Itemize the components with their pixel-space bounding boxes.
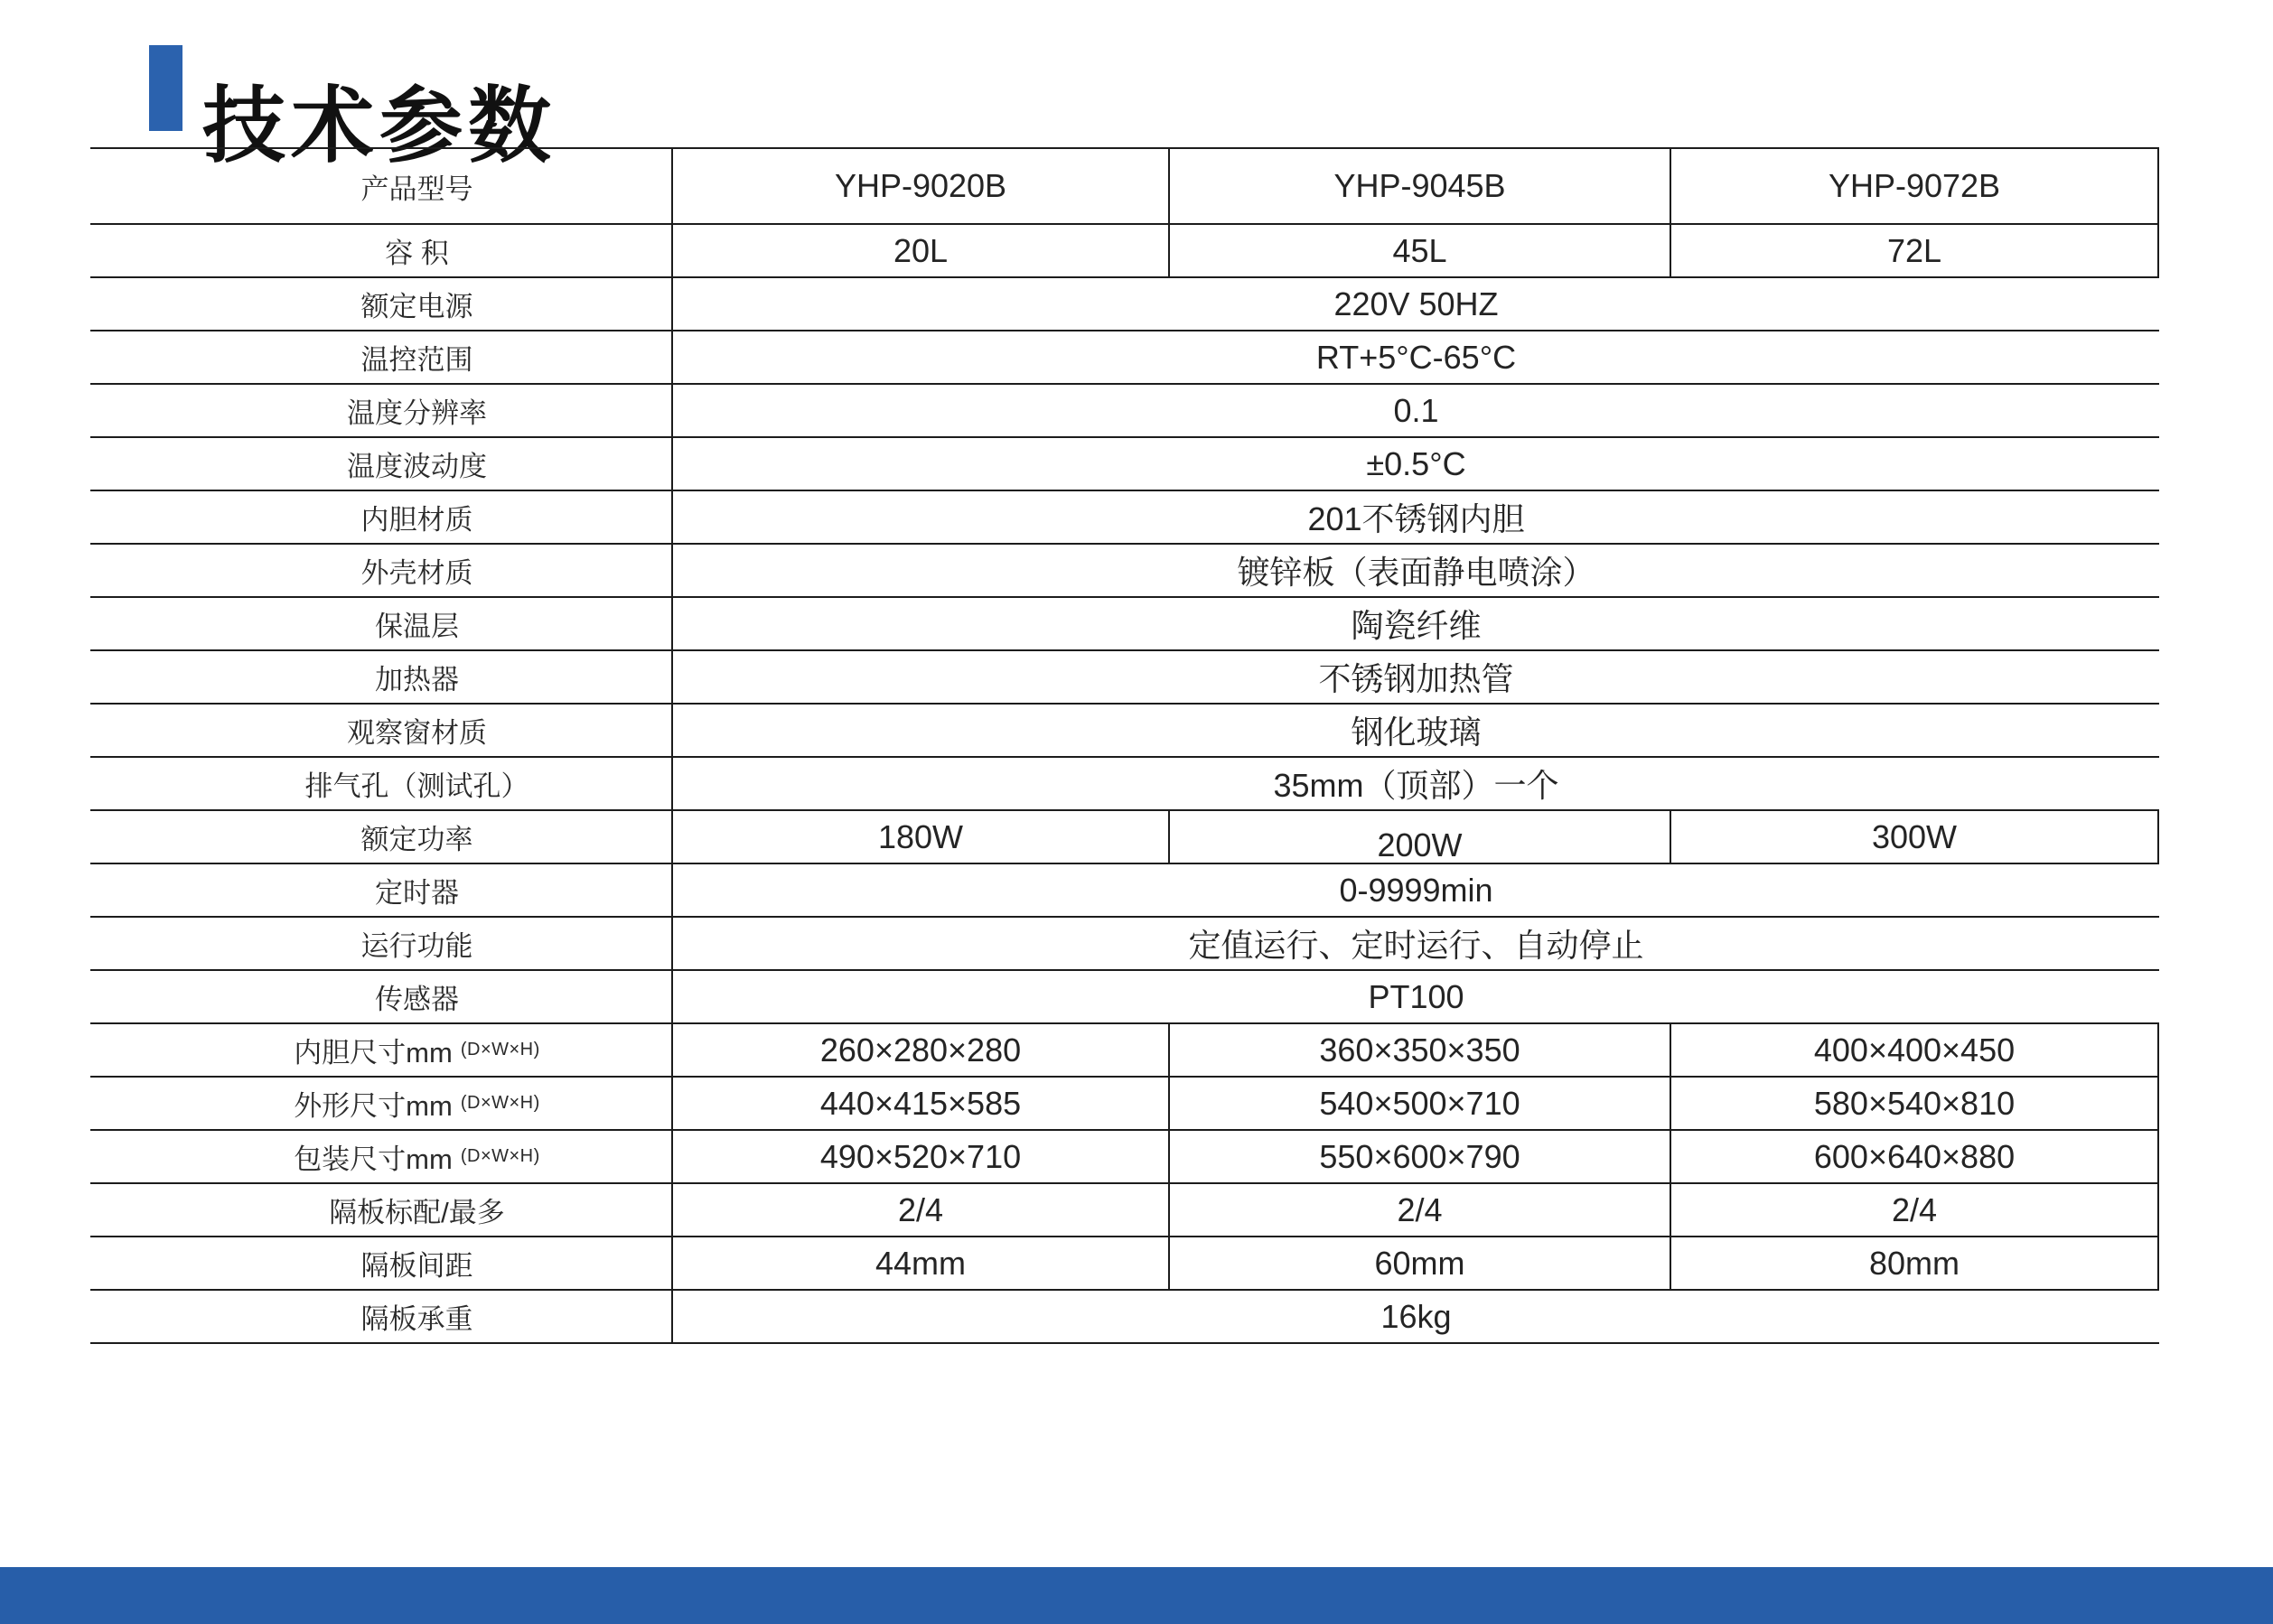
row-value: 400×400×450 <box>1671 1024 2159 1076</box>
row-value: 钢化玻璃 <box>1351 714 1482 751</box>
row-label: 定时器 <box>90 864 673 916</box>
row-value: YHP-9020B <box>673 149 1170 223</box>
row-value: 490×520×710 <box>673 1131 1170 1182</box>
row-value: 200W <box>1170 811 1671 863</box>
row-label: 排气孔（测试孔） <box>90 758 673 809</box>
row-value: 44mm <box>673 1237 1170 1289</box>
row-label: 传感器 <box>90 971 673 1022</box>
row-label: 产品型号 <box>90 149 673 223</box>
row-value: 220V 50HZ <box>1333 285 1499 322</box>
row-value: 2/4 <box>673 1184 1170 1236</box>
row-label: 包装尺寸mm (D×W×H) <box>90 1131 673 1182</box>
row-value: 2/4 <box>1170 1184 1671 1236</box>
spec-row-outer-size <box>90 1078 2159 1131</box>
spec-row-liner-size <box>90 1024 2159 1078</box>
row-value: 45L <box>1170 225 1671 276</box>
row-label: 保温层 <box>90 598 673 649</box>
row-value: 0.1 <box>1393 391 1439 429</box>
row-label: 隔板承重 <box>90 1291 673 1342</box>
footer-band <box>0 1567 2273 1624</box>
row-value: 360×350×350 <box>1170 1024 1671 1076</box>
spec-row-shelf-load <box>90 1291 2159 1344</box>
row-label: 内胆尺寸mm (D×W×H) <box>90 1024 673 1076</box>
dimension-order-note: (D×W×H) <box>460 1146 540 1166</box>
spec-row-temp-resolution <box>90 385 2159 438</box>
dimension-order-note: (D×W×H) <box>460 1040 540 1059</box>
row-value: 35mm（顶部）一个 <box>1273 767 1559 804</box>
spec-row-sensor <box>90 971 2159 1024</box>
row-value: 0-9999min <box>1339 871 1493 909</box>
spec-row-shell-material <box>90 545 2159 598</box>
row-label: 观察窗材质 <box>90 705 673 756</box>
row-label: 容 积 <box>90 225 673 276</box>
row-value: RT+5°C-65°C <box>1315 338 1517 376</box>
row-value: 定值运行、定时运行、自动停止 <box>1188 927 1644 964</box>
row-value: ±0.5°C <box>1366 444 1466 482</box>
spec-row-heater <box>90 651 2159 705</box>
row-value: 440×415×585 <box>673 1078 1170 1129</box>
row-value: 540×500×710 <box>1170 1078 1671 1129</box>
row-label: 外形尺寸mm (D×W×H) <box>90 1078 673 1129</box>
spec-row-run-functions <box>90 918 2159 971</box>
row-value: 300W <box>1671 811 2159 863</box>
row-value: 20L <box>673 225 1170 276</box>
row-label: 温度波动度 <box>90 438 673 490</box>
spec-row-liner-material <box>90 491 2159 545</box>
row-value: 580×540×810 <box>1671 1078 2159 1129</box>
row-value: 镀锌板（表面静电喷涂） <box>1237 554 1595 591</box>
row-label: 内胆材质 <box>90 491 673 543</box>
row-label: 加热器 <box>90 651 673 703</box>
row-value: YHP-9072B <box>1671 149 2159 223</box>
row-label: 额定功率 <box>90 811 673 863</box>
row-value: 2/4 <box>1671 1184 2159 1236</box>
row-value: 260×280×280 <box>673 1024 1170 1076</box>
row-value: 60mm <box>1170 1237 1671 1289</box>
row-value: 不锈钢加热管 <box>1318 660 1514 697</box>
spec-row-rated-power-supply <box>90 278 2159 331</box>
spec-row-window-material <box>90 705 2159 758</box>
dimension-order-note: (D×W×H) <box>460 1093 540 1113</box>
spec-row-package-size <box>90 1131 2159 1184</box>
row-value: 80mm <box>1671 1237 2159 1289</box>
row-value: 16kg <box>1380 1297 1452 1335</box>
spec-row-shelves <box>90 1184 2159 1237</box>
row-label: 外壳材质 <box>90 545 673 596</box>
row-label: 隔板标配/最多 <box>90 1184 673 1236</box>
row-value: 600×640×880 <box>1671 1131 2159 1182</box>
row-value: 陶瓷纤维 <box>1351 607 1482 644</box>
row-label: 隔板间距 <box>90 1237 673 1289</box>
spec-row-temp-fluctuation <box>90 438 2159 491</box>
row-label: 温度分辨率 <box>90 385 673 436</box>
row-value: 201不锈钢内胆 <box>1307 500 1525 537</box>
row-value: 550×600×790 <box>1170 1131 1671 1182</box>
spec-row-temp-range <box>90 331 2159 385</box>
row-label: 运行功能 <box>90 918 673 969</box>
row-value: YHP-9045B <box>1170 149 1671 223</box>
spec-row-timer <box>90 864 2159 918</box>
row-value: 180W <box>673 811 1170 863</box>
row-value: PT100 <box>1368 977 1464 1015</box>
row-label: 额定电源 <box>90 278 673 330</box>
spec-row-exhaust-hole <box>90 758 2159 811</box>
row-value: 72L <box>1671 225 2159 276</box>
spec-row-rated-power <box>90 811 2159 864</box>
page-title: 技术参数 <box>202 79 557 173</box>
row-label: 温控范围 <box>90 331 673 383</box>
spec-table <box>90 147 2159 1344</box>
title-accent-bar <box>149 45 182 131</box>
spec-row-shelf-spacing <box>90 1237 2159 1291</box>
spec-row-insulation-layer <box>90 598 2159 651</box>
spec-row-volume <box>90 225 2159 278</box>
spec-row-product-model <box>90 149 2159 225</box>
